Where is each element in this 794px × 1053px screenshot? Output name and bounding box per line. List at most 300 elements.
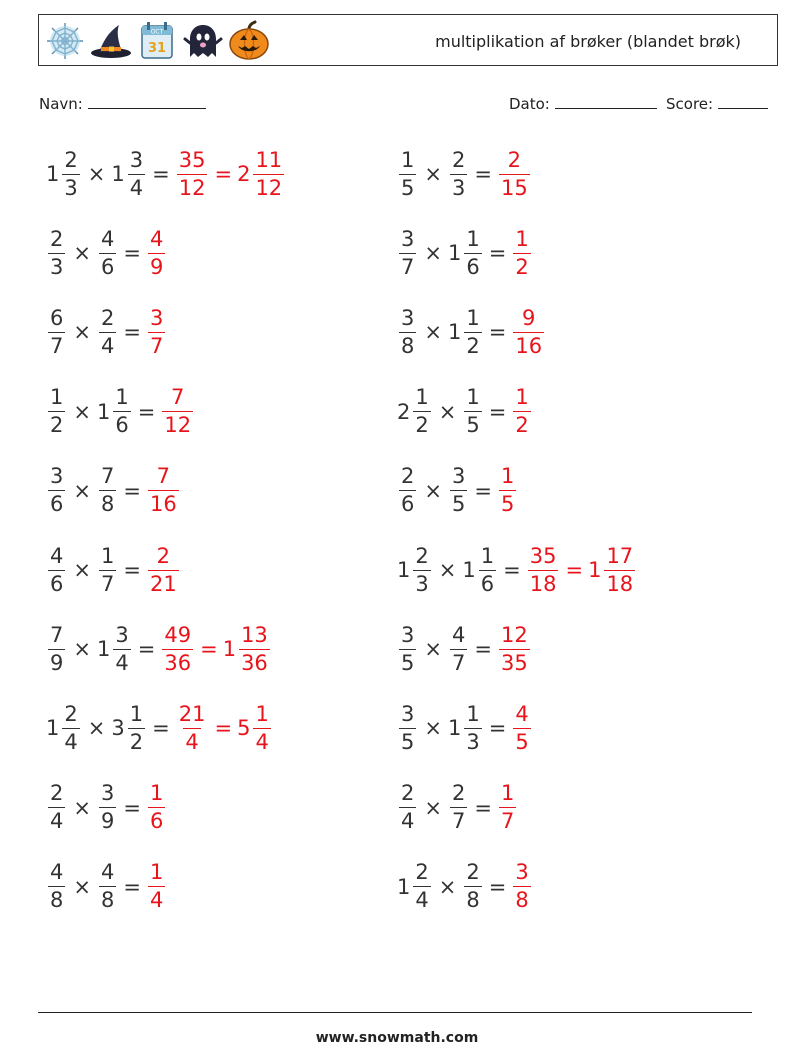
score-label: Score:	[666, 95, 714, 113]
fraction	[48, 622, 65, 675]
numerator: 1	[255, 701, 269, 726]
operand-b	[462, 862, 483, 911]
times-sign: ×	[73, 478, 91, 503]
denominator: 6	[401, 492, 415, 517]
denominator: 12	[164, 413, 192, 438]
spider-web-icon	[43, 19, 87, 63]
denominator: 5	[500, 492, 515, 517]
answer-fraction	[177, 701, 208, 754]
fraction	[464, 305, 481, 358]
operand-a	[46, 543, 67, 596]
numerator: 2	[50, 781, 64, 806]
fraction	[253, 701, 270, 754]
times-sign: ×	[424, 795, 442, 820]
fraction	[450, 622, 467, 675]
fraction	[464, 226, 481, 279]
denominator: 3	[64, 175, 78, 200]
answer-fraction	[148, 466, 179, 515]
name-line	[88, 94, 206, 109]
denominator: 8	[50, 888, 64, 913]
answer-fraction	[499, 622, 530, 675]
fraction	[99, 305, 116, 358]
operand-a	[46, 466, 67, 515]
times-sign: ×	[73, 399, 91, 424]
denominator: 6	[100, 254, 115, 279]
whole-number: 1	[462, 558, 476, 582]
denominator: 6	[480, 571, 495, 596]
answer-fraction	[499, 466, 516, 515]
denominator: 8	[466, 888, 480, 913]
whole-number: 1	[447, 320, 462, 345]
fraction	[48, 305, 65, 358]
answer-equals-sign: =	[214, 162, 233, 186]
operand-a	[46, 701, 82, 754]
denominator: 2	[50, 413, 64, 438]
problem-item	[397, 778, 518, 838]
numerator: 7	[156, 464, 171, 489]
numerator: 1	[515, 226, 529, 251]
whole-number: 1	[46, 716, 60, 741]
numerator: 2	[64, 147, 78, 172]
denominator: 6	[466, 254, 480, 279]
problem-item	[397, 619, 532, 679]
answer-mixed-number	[222, 622, 272, 675]
fraction	[48, 543, 65, 596]
denominator: 8	[100, 888, 115, 913]
numerator: 1	[500, 781, 515, 806]
problem-item	[397, 302, 546, 362]
problem-item	[46, 382, 195, 442]
denominator: 9	[50, 650, 64, 675]
denominator: 5	[401, 175, 415, 200]
answer-fraction	[499, 147, 530, 200]
operand-a	[46, 387, 67, 436]
numerator: 4	[100, 226, 115, 251]
calendar-oct-31-icon	[135, 19, 179, 63]
numerator: 2	[451, 781, 466, 806]
worksheet-header	[38, 14, 778, 66]
times-sign: ×	[424, 478, 442, 503]
problem-item	[46, 144, 286, 204]
fraction	[464, 862, 481, 911]
fraction	[48, 783, 65, 832]
numerator: 7	[171, 385, 185, 410]
operand-b	[97, 387, 133, 436]
denominator: 15	[500, 175, 528, 200]
numerator: 35	[529, 543, 557, 568]
denominator: 8	[401, 333, 415, 358]
answer-fraction	[499, 783, 516, 832]
whole-number: 1	[111, 162, 125, 186]
denominator: 7	[100, 571, 115, 596]
numerator: 1	[500, 464, 515, 489]
numerator: 1	[129, 701, 144, 726]
operand-b	[97, 783, 118, 832]
times-sign: ×	[438, 874, 457, 899]
denominator: 8	[515, 888, 529, 913]
denominator: 3	[415, 571, 429, 596]
denominator: 4	[115, 650, 129, 675]
fraction	[128, 147, 145, 200]
problem-item	[46, 540, 181, 600]
times-sign: ×	[424, 716, 442, 741]
operand-a	[397, 543, 433, 596]
fraction	[604, 543, 635, 596]
numerator: 3	[401, 305, 415, 330]
numerator: 1	[480, 543, 495, 568]
numerator: 21	[178, 701, 206, 726]
numerator: 7	[50, 622, 64, 647]
problem-item	[397, 540, 637, 600]
operand-b	[447, 226, 484, 279]
times-sign: ×	[424, 320, 442, 345]
equals-sign: =	[474, 478, 492, 503]
denominator: 6	[50, 571, 64, 596]
whole-number: 5	[237, 716, 251, 741]
problem-item	[46, 778, 167, 838]
numerator: 2	[50, 226, 64, 251]
fraction	[239, 622, 270, 675]
denominator: 18	[529, 571, 557, 596]
numerator: 2	[415, 860, 429, 885]
pumpkin-icon	[227, 19, 271, 63]
answer-fraction	[148, 305, 165, 358]
denominator: 2	[515, 254, 529, 279]
problem-item	[397, 857, 533, 917]
equals-sign: =	[503, 558, 521, 582]
denominator: 5	[515, 729, 529, 754]
equals-sign: =	[123, 795, 141, 820]
numerator: 3	[401, 226, 415, 251]
times-sign: ×	[424, 162, 442, 186]
answer-fraction	[162, 622, 193, 675]
denominator: 6	[115, 413, 129, 438]
times-sign: ×	[438, 558, 457, 582]
denominator: 6	[50, 492, 64, 517]
numerator: 4	[515, 701, 529, 726]
operand-b	[97, 226, 118, 279]
numerator: 1	[515, 385, 529, 410]
times-sign: ×	[438, 399, 457, 424]
equals-sign: =	[123, 558, 141, 582]
svg-text:31: 31	[147, 41, 167, 56]
equals-sign: =	[152, 716, 170, 741]
answer-mixed-number	[237, 147, 286, 200]
fraction	[413, 387, 430, 436]
numerator: 17	[606, 543, 634, 568]
operand-a	[397, 701, 418, 754]
numerator: 2	[156, 543, 171, 568]
numerator: 3	[115, 622, 129, 647]
numerator: 3	[129, 147, 144, 172]
operand-b	[97, 466, 118, 515]
times-sign: ×	[73, 795, 91, 820]
whole-number: 1	[447, 241, 462, 266]
numerator: 2	[466, 860, 480, 885]
denominator: 8	[100, 492, 115, 517]
problem-item	[397, 461, 518, 521]
fraction	[413, 543, 430, 596]
equals-sign: =	[123, 874, 141, 899]
answer-equals-sign: =	[214, 716, 233, 741]
numerator: 1	[50, 385, 64, 410]
numerator: 2	[401, 781, 415, 806]
denominator: 5	[466, 413, 480, 438]
denominator: 2	[515, 413, 529, 438]
answer-fraction	[148, 783, 165, 832]
answer-fraction	[162, 387, 193, 436]
fraction	[62, 701, 79, 754]
answer-fraction	[513, 701, 530, 754]
numerator: 3	[451, 464, 466, 489]
equals-sign: =	[488, 320, 507, 345]
equals-sign: =	[137, 399, 156, 424]
fraction	[399, 226, 416, 279]
operand-b	[447, 305, 484, 358]
problem-item	[397, 382, 533, 442]
fraction	[450, 466, 467, 515]
operand-b	[448, 622, 469, 675]
numerator: 1	[415, 385, 429, 410]
times-sign: ×	[424, 241, 442, 266]
denominator: 3	[50, 254, 64, 279]
numerator: 3	[401, 622, 415, 647]
whole-number: 1	[96, 637, 111, 662]
numerator: 2	[401, 464, 415, 489]
operand-a	[46, 226, 67, 279]
fraction	[99, 226, 116, 279]
denominator: 9	[149, 254, 164, 279]
fraction	[450, 147, 467, 200]
denominator: 4	[401, 809, 415, 834]
denominator: 2	[466, 333, 480, 358]
numerator: 1	[466, 226, 480, 251]
denominator: 3	[466, 729, 480, 754]
whole-number: 1	[588, 558, 602, 582]
fraction	[99, 862, 116, 911]
numerator: 1	[149, 781, 164, 806]
score-line	[718, 94, 768, 109]
numerator: 13	[241, 622, 268, 647]
equals-sign: =	[123, 320, 141, 345]
denominator: 4	[149, 888, 164, 913]
fraction	[399, 783, 416, 832]
denominator: 12	[178, 175, 206, 200]
whole-number: 2	[397, 399, 411, 424]
numerator: 1	[466, 385, 480, 410]
numerator: 49	[164, 622, 192, 647]
operand-a	[397, 147, 418, 200]
fraction	[62, 147, 79, 200]
numerator: 4	[50, 860, 64, 885]
numerator: 3	[149, 305, 164, 330]
whole-number: 1	[447, 716, 462, 741]
equals-sign: =	[137, 637, 156, 662]
operand-a	[46, 305, 67, 358]
numerator: 6	[50, 305, 64, 330]
operand-a	[397, 862, 433, 911]
denominator: 9	[100, 809, 115, 834]
name-field	[39, 94, 206, 113]
numerator: 3	[50, 464, 64, 489]
name-label: Navn:	[39, 95, 83, 113]
denominator: 5	[451, 492, 466, 517]
fraction	[399, 147, 416, 200]
denominator: 6	[149, 809, 164, 834]
operand-b	[96, 622, 133, 675]
answer-mixed-number	[237, 701, 273, 754]
operand-b	[97, 305, 118, 358]
numerator: 1	[401, 147, 415, 172]
answer-fraction	[513, 862, 530, 911]
operand-a	[397, 783, 418, 832]
problem-item	[46, 302, 167, 362]
date-line	[555, 94, 657, 109]
operand-b	[111, 701, 147, 754]
operand-a	[397, 305, 418, 358]
numerator: 4	[149, 226, 164, 251]
problem-item	[46, 619, 272, 679]
denominator: 7	[500, 809, 515, 834]
operand-a	[46, 783, 67, 832]
whole-number: 1	[397, 874, 411, 899]
operand-a	[397, 466, 418, 515]
operand-a	[46, 147, 82, 200]
numerator: 11	[255, 147, 283, 172]
numerator: 3	[515, 860, 529, 885]
equals-sign: =	[474, 637, 492, 662]
denominator: 4	[255, 729, 269, 754]
fraction	[113, 387, 130, 436]
answer-equals-sign: =	[200, 637, 218, 662]
answer-fraction	[528, 543, 559, 596]
denominator: 7	[401, 254, 415, 279]
fraction	[99, 543, 116, 596]
worksheet-title: multiplikation af brøker (blandet brøk)	[435, 32, 741, 51]
fraction	[399, 466, 416, 515]
denominator: 18	[606, 571, 634, 596]
answer-fraction	[148, 862, 165, 911]
denominator: 5	[401, 729, 415, 754]
numerator: 2	[507, 147, 522, 172]
operand-b	[448, 147, 469, 200]
denominator: 2	[415, 413, 429, 438]
times-sign: ×	[73, 241, 91, 266]
problem-item	[397, 144, 532, 204]
numerator: 1	[149, 860, 164, 885]
fraction	[128, 701, 145, 754]
score-field	[666, 94, 768, 113]
fraction	[399, 622, 416, 675]
numerator: 2	[451, 147, 466, 172]
date-field	[509, 94, 657, 113]
operand-b	[448, 466, 469, 515]
whole-number: 1	[222, 637, 237, 662]
numerator: 12	[500, 622, 528, 647]
fraction	[399, 305, 416, 358]
numerator: 2	[100, 305, 115, 330]
answer-equals-sign: =	[565, 558, 584, 582]
whole-number: 2	[237, 162, 251, 186]
numerator: 4	[451, 622, 466, 647]
denominator: 16	[149, 492, 177, 517]
operand-a	[397, 226, 418, 279]
operand-a	[46, 622, 67, 675]
operand-b	[462, 387, 483, 436]
times-sign: ×	[73, 637, 91, 662]
numerator: 9	[522, 305, 536, 330]
denominator: 4	[185, 729, 199, 754]
denominator: 36	[164, 650, 192, 675]
numerator: 3	[100, 781, 115, 806]
date-label: Dato:	[509, 95, 550, 113]
problem-item	[46, 857, 167, 917]
equals-sign: =	[123, 241, 141, 266]
fraction	[450, 783, 467, 832]
header-icons	[43, 19, 271, 63]
answer-fraction	[177, 147, 208, 200]
whole-number: 3	[111, 716, 125, 741]
times-sign: ×	[87, 162, 106, 186]
denominator: 35	[500, 650, 528, 675]
fraction	[464, 387, 481, 436]
equals-sign: =	[488, 399, 507, 424]
equals-sign: =	[123, 478, 141, 503]
denominator: 7	[451, 650, 466, 675]
problem-item	[397, 698, 533, 758]
denominator: 7	[149, 333, 164, 358]
footer-divider	[38, 1012, 752, 1013]
denominator: 4	[64, 729, 78, 754]
equals-sign: =	[474, 795, 492, 820]
denominator: 36	[241, 650, 268, 675]
denominator: 4	[415, 888, 429, 913]
whole-number: 1	[46, 162, 60, 186]
answer-fraction	[148, 543, 179, 596]
equals-sign: =	[474, 162, 492, 186]
denominator: 5	[401, 650, 415, 675]
times-sign: ×	[73, 874, 91, 899]
numerator: 35	[178, 147, 206, 172]
whole-number: 1	[96, 399, 111, 424]
denominator: 4	[50, 809, 64, 834]
numerator: 2	[415, 543, 429, 568]
times-sign: ×	[73, 558, 91, 582]
fraction	[464, 701, 481, 754]
fraction	[413, 862, 430, 911]
operand-b	[462, 543, 498, 596]
problem-item	[397, 223, 533, 283]
denominator: 16	[515, 333, 543, 358]
answer-fraction	[513, 305, 544, 358]
fraction	[48, 387, 65, 436]
answer-fraction	[513, 226, 530, 279]
fraction	[479, 543, 496, 596]
numerator: 1	[466, 701, 480, 726]
denominator: 7	[451, 809, 466, 834]
fraction	[48, 226, 65, 279]
fraction	[399, 701, 416, 754]
numerator: 1	[100, 543, 115, 568]
witch-hat-icon	[89, 19, 133, 63]
operand-a	[397, 387, 433, 436]
answer-mixed-number	[588, 543, 637, 596]
ghost-icon	[181, 19, 225, 63]
fraction	[99, 466, 116, 515]
numerator: 2	[64, 701, 78, 726]
operand-a	[397, 622, 418, 675]
equals-sign: =	[488, 241, 507, 266]
